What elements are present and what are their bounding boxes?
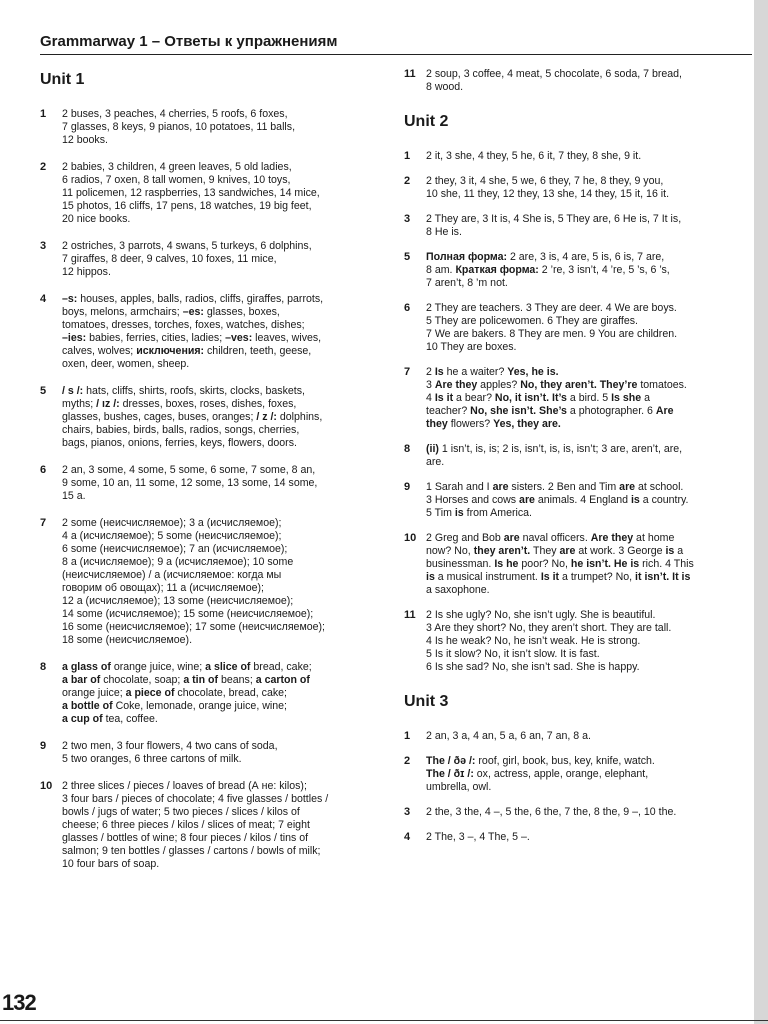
answer-fragment: a musical instrument. [434, 571, 541, 583]
exercise-number: 4 [40, 293, 47, 305]
answer-fragment: he a waiter? [443, 366, 508, 378]
answer-fragment: 2 they, 3 it, 4 she, 5 we, 6 they, 7 he, 8 they, 9 you, 10 she, 11 they, 12 they, 13 she, 14 they, 15 it, 16 it. [426, 175, 670, 200]
answer-text [426, 302, 754, 354]
answer-bold-fragment: / z /: [256, 411, 277, 423]
answer-bold-fragment: No, she isn’t. She’s [470, 405, 567, 417]
exercise-answer [404, 175, 754, 201]
answer-fragment: naval officers. [519, 532, 591, 544]
answer-fragment: a saxophone. [426, 584, 490, 596]
exercise-answer [404, 806, 754, 819]
answer-fragment: 2 some (неисчисляемое); 3 a (исчисляемое); 4 a (исчисляемое); 5 some (неисчисляемое); 6 some (неисчисляемое); 7 an (исчисляемое); 8 a (исчисляемое); 9 a (исчисляемое); 10 some (неисчисляемое) / a (исчисляемое: когда мы говорим об овощах); 11 a (исчисляемое); 12 a (исчисляемое); 13 some (неисчисляемое); 14 some (исчисляемое); 15 some (неисчисляемое); 16 some (неисчисляемое); 17 some (неисчисляемое); 18 some (неисчисляемое). [62, 517, 325, 646]
answer-text [426, 730, 754, 743]
answer-bold-fragment: / ız /: [96, 398, 120, 410]
answer-bold-fragment: are [559, 545, 576, 557]
answer-bold-fragment: a glass of [62, 661, 111, 673]
exercise-answer [40, 661, 390, 726]
answer-fragment: 2 ’re, 3 isn’t, 4 ’re, 5 ’s, 6 ’s, 7 aren’t, 8 ’m not. [426, 264, 670, 289]
answer-text [426, 175, 754, 201]
answer-fragment: tomatoes. 4 [426, 379, 687, 404]
answer-bold-fragment: –s: [62, 293, 78, 305]
exercise-number: 6 [40, 464, 47, 476]
answer-fragment: dolphins, chairs, babies, birds, balls, radios, songs, cherries, bags, pianos, onions, ferries, keys, flowers, doors. [62, 411, 323, 449]
exercise-number: 2 [404, 175, 411, 187]
answer-bold-fragment: is [665, 545, 675, 557]
answer-fragment: children, teeth, geese, oxen, deer, women, sheep. [62, 345, 312, 370]
exercise-number: 1 [404, 730, 411, 742]
exercise-number: 5 [404, 251, 411, 263]
exercise-number: 9 [404, 481, 411, 493]
answer-bold-fragment: –ies: [62, 332, 87, 344]
answer-fragment: 2 it, 3 she, 4 they, 5 he, 6 it, 7 they, 8 she, 9 it. [426, 150, 642, 162]
answer-text [426, 532, 754, 597]
answer-text [62, 780, 390, 871]
exercise-number: 8 [404, 443, 411, 455]
answer-bold-fragment: Is she [611, 392, 642, 404]
answer-text [62, 517, 390, 647]
answer-fragment: bread, cake; [253, 661, 312, 673]
answer-fragment: They [530, 545, 560, 557]
exercise-number: 3 [404, 213, 411, 225]
answer-bold-fragment: he isn’t. [570, 558, 611, 570]
answer-fragment: 2 buses, 3 peaches, 4 cherries, 5 roofs, 6 foxes, 7 glasses, 8 keys, 9 pianos, 10 potatoes, 11 balls, 12 books. [62, 108, 296, 146]
answer-bold-fragment: The / ðɪ /: [426, 768, 474, 780]
answer-fragment: Coke, lemonade, orange juice, wine; [115, 700, 287, 712]
answer-bold-fragment: are [492, 481, 509, 493]
answer-fragment: beans; [218, 674, 256, 686]
answer-text [426, 831, 754, 844]
answer-fragment: a bear? [453, 392, 495, 404]
answer-text [426, 251, 754, 290]
exercise-answer [404, 755, 754, 794]
answer-bold-fragment: it isn’t. [635, 571, 670, 583]
exercise-number: 2 [404, 755, 411, 767]
answer-fragment: 2 two men, 3 four flowers, 4 two cans of soda, 5 two oranges, 6 three cartons of milk. [62, 740, 278, 765]
answer-fragment: at home now? No, [426, 532, 675, 557]
exercise-answer [40, 517, 390, 647]
answer-fragment: from America. [463, 507, 532, 519]
exercise-answer [404, 443, 754, 469]
answer-fragment: orange juice, wine; [110, 661, 206, 673]
answer-bold-fragment: The / ðə /: [426, 755, 476, 767]
page-edge-shadow [754, 0, 768, 1024]
answer-fragment: 2 an, 3 a, 4 an, 5 a, 6 an, 7 an, 8 a. [426, 730, 591, 742]
answer-fragment: roof, girl, book, bus, key, knife, watch. [478, 755, 655, 767]
exercise-answer [404, 481, 754, 520]
page-footer-rule [0, 996, 768, 1021]
answer-bold-fragment: a slice of [205, 661, 251, 673]
answer-bold-fragment: It is [672, 571, 691, 583]
answer-fragment: 2 an, 3 some, 4 some, 5 some, 6 some, 7 some, 8 an, 9 some, 10 an, 11 some, 12 some, 13 some, 14 some, 15 a. [62, 464, 318, 502]
answer-fragment: sisters. 2 Ben and Tim [508, 481, 620, 493]
answer-bold-fragment: / s /: [62, 385, 84, 397]
exercise-number: 4 [404, 831, 411, 843]
exercise-number: 10 [40, 780, 53, 792]
answer-bold-fragment: a bar of [62, 674, 101, 686]
exercise-answer [404, 213, 754, 239]
answer-text [62, 740, 390, 766]
unit-heading: Unit 1 [40, 71, 85, 88]
answer-bold-fragment: Is [434, 366, 444, 378]
answer-bold-fragment: Are they [434, 379, 478, 391]
exercise-answer [404, 609, 754, 674]
answer-bold-fragment: Yes, they are. [493, 418, 561, 430]
answer-bold-fragment: a tin of [183, 674, 219, 686]
answer-fragment: 2 [426, 366, 435, 378]
answer-text [426, 150, 754, 163]
answer-fragment: tea, coffee. [102, 713, 158, 725]
answer-fragment: 2 They are teachers. 3 They are deer. 4 We are boys. 5 They are policewomen. 6 They are giraffes. 7 We are bakers. 8 They are men. 9 You are children. 10 They are boxes. [426, 302, 678, 353]
answer-fragment: at work. 3 George [575, 545, 666, 557]
answer-fragment: leaves, wives, calves, wolves; [62, 332, 322, 357]
answer-fragment: glasses, boxes, tomatoes, dresses, torches, foxes, watches, dishes; [62, 306, 305, 331]
answer-fragment: 2 are, 3 is, 4 are, 5 is, 6 is, 7 are, 8 am. [426, 251, 665, 276]
answer-text [426, 481, 754, 520]
answer-bold-fragment: Is it [540, 571, 560, 583]
answer-fragment: 2 Is she ugly? No, she isn’t ugly. She is beautiful. 3 Are they short? No, they aren’t short. They are tall. 4 Is he weak? No, he isn’t weak. He is strong. 5 Is it slow? No, it isn’t slow. It is fast. 6 Is she sad? No, she isn’t sad. She is happy. [426, 609, 672, 673]
exercise-number: 1 [404, 150, 411, 162]
answer-text [426, 806, 754, 819]
exercise-answer [404, 150, 754, 163]
exercise-number: 9 [40, 740, 47, 752]
right-column [404, 68, 754, 844]
exercise-answer [40, 293, 390, 371]
page-number: 132 [2, 990, 36, 1015]
answer-fragment: 1 Sarah and I [426, 481, 493, 493]
exercise-number: 5 [40, 385, 47, 397]
answer-fragment: apples? [477, 379, 521, 391]
answer-fragment: a teacher? [426, 392, 650, 417]
answer-bold-fragment: He is [613, 558, 640, 570]
answer-text [426, 68, 754, 94]
answer-bold-fragment: исключения: [136, 345, 205, 357]
exercise-number: 10 [404, 532, 417, 544]
exercise-number: 11 [404, 609, 416, 621]
answer-text [62, 161, 390, 226]
answer-fragment: 2 babies, 3 children, 4 green leaves, 5 old ladies, 6 radios, 7 oxen, 8 tall women, 9 knives, 10 toys, 11 policemen, 12 raspberries, 13 sandwiches, 14 mice, 15 photos, 16 cliffs, 17 pens, 18 watches, 19 big feet, 20 nice books. [62, 161, 320, 225]
answer-text [426, 366, 754, 431]
exercise-answer [40, 464, 390, 503]
answer-fragment: 3 [426, 379, 432, 391]
page-header [40, 30, 752, 55]
exercise-answer [404, 532, 754, 597]
answer-fragment: 2 The, 3 –, 4 The, 5 –. [426, 831, 530, 843]
answer-fragment: rich. 4 This [642, 558, 694, 570]
answer-text [62, 385, 390, 450]
answer-fragment: ox, actress, apple, orange, elephant, umbrella, owl. [426, 768, 649, 793]
answer-bold-fragment: Yes, he is. [507, 366, 559, 378]
exercise-number: 3 [40, 240, 47, 252]
exercise-answer [40, 780, 390, 871]
answer-bold-fragment: (ii) [426, 443, 439, 455]
exercise-number: 3 [404, 806, 411, 818]
exercise-answer [40, 385, 390, 450]
answer-bold-fragment: is [454, 507, 464, 519]
answer-fragment: 2 three slices / pieces / loaves of bread (А не: kilos); 3 four bars / pieces of chocolate; 4 five glasses / bottles / bowls / jugs of water; 5 two pieces / slices / kilos of cheese; 6 three pieces / kilos / slices of meat; 7 eight glasses / bottles of wine; 8 four pieces / kilos / tins of salmon; 9 ten bottles / glasses / cartons / bowls of milk; 10 four bars of soap. [62, 780, 329, 870]
answer-bold-fragment: are [619, 481, 636, 493]
answer-bold-fragment: are [503, 532, 520, 544]
answer-text [62, 240, 390, 279]
left-column [40, 70, 390, 871]
unit-heading: Unit 3 [404, 693, 449, 710]
answer-fragment: 2 They are, 3 It is, 4 She is, 5 They are, 6 He is, 7 It is, 8 He is. [426, 213, 682, 238]
answer-bold-fragment: –es: [182, 306, 204, 318]
answer-text [426, 609, 754, 674]
exercise-answer [404, 730, 754, 743]
exercise-number: 7 [404, 366, 411, 378]
answer-fragment: a businessman. [426, 545, 684, 570]
answer-fragment: a trumpet? No, [559, 571, 636, 583]
exercise-answer [40, 161, 390, 226]
answer-fragment: a country. 5 Tim [426, 494, 689, 519]
exercise-number: 7 [40, 517, 47, 529]
answer-bold-fragment: a bottle of [62, 700, 113, 712]
answer-fragment: 2 ostriches, 3 parrots, 4 swans, 5 turkeys, 6 dolphins, 7 giraffes, 8 deer, 9 calves, 10 foxes, 11 mice, 12 hippos. [62, 240, 312, 278]
answer-text [62, 108, 390, 147]
answer-bold-fragment: they aren’t. [473, 545, 531, 557]
answer-text [62, 464, 390, 503]
answer-text [426, 755, 754, 794]
exercise-number: 1 [40, 108, 47, 120]
answer-text [426, 213, 754, 239]
answer-fragment: hats, cliffs, shirts, roofs, skirts, clocks, baskets, myths; [62, 385, 305, 410]
answer-bold-fragment: –ves: [225, 332, 253, 344]
answer-fragment: dresses, boxes, roses, dishes, foxes, glasses, bushes, cages, buses, oranges; [62, 398, 297, 423]
answer-fragment: 2 soup, 3 coffee, 4 meat, 5 chocolate, 6 soda, 7 bread, 8 wood. [426, 68, 682, 93]
answer-fragment: 2 Greg and Bob [426, 532, 504, 544]
answer-fragment: poor? No, [518, 558, 571, 570]
answer-text [62, 293, 390, 371]
answer-bold-fragment: Полная форма: [426, 251, 508, 263]
exercise-answer [404, 68, 754, 94]
answer-bold-fragment: Is he [494, 558, 519, 570]
answer-bold-fragment: Is it [434, 392, 454, 404]
answer-fragment: 2 the, 3 the, 4 –, 5 the, 6 the, 7 the, 8 the, 9 –, 10 the. [426, 806, 677, 818]
answer-fragment: flowers? [447, 418, 494, 430]
unit-heading: Unit 2 [404, 113, 449, 130]
answer-bold-fragment: Are they [426, 405, 674, 430]
exercise-answer [40, 108, 390, 147]
answer-bold-fragment: a cup of [62, 713, 103, 725]
answer-bold-fragment: a carton of [255, 674, 310, 686]
exercise-number: 8 [40, 661, 47, 673]
answer-bold-fragment: Краткая форма: [455, 264, 539, 276]
answer-fragment: a bird. 5 [566, 392, 612, 404]
answer-bold-fragment: are [519, 494, 535, 506]
exercise-answer [40, 740, 390, 766]
exercise-number: 11 [404, 68, 416, 80]
answer-fragment: chocolate, bread, cake; [177, 687, 287, 699]
answer-bold-fragment: No, it isn’t. It’s [494, 392, 567, 404]
answer-fragment: animals. 4 England [534, 494, 631, 506]
answer-fragment: chocolate, soap; [100, 674, 184, 686]
answer-fragment: orange juice; [62, 687, 123, 699]
answer-bold-fragment: Are they [590, 532, 634, 544]
page-title: Grammarway 1 – Ответы к упражнениям [40, 33, 338, 50]
exercise-answer [404, 302, 754, 354]
answer-fragment: at school. 3 Horses and cows [426, 481, 684, 506]
exercise-answer [404, 831, 754, 844]
answer-fragment: 1 isn’t, is, is; 2 is, isn’t, is, is, isn’t; 3 are, aren’t, are, are. [426, 443, 683, 468]
exercise-answer [40, 240, 390, 279]
exercise-number: 2 [40, 161, 47, 173]
answer-text [426, 443, 754, 469]
answer-fragment: babies, ferries, cities, ladies; [86, 332, 226, 344]
answer-bold-fragment: No, they aren’t. They’re [520, 379, 638, 391]
exercise-number: 6 [404, 302, 411, 314]
answer-fragment: houses, apples, balls, radios, cliffs, giraffes, parrots, boys, melons, armchairs; [62, 293, 324, 318]
answer-text [62, 661, 390, 726]
answer-bold-fragment: a piece of [125, 687, 175, 699]
exercise-answer [404, 366, 754, 431]
answer-fragment: a photographer. 6 [566, 405, 656, 417]
exercise-answer [404, 251, 754, 290]
answer-bold-fragment: is [426, 571, 435, 583]
answer-bold-fragment: is [630, 494, 640, 506]
